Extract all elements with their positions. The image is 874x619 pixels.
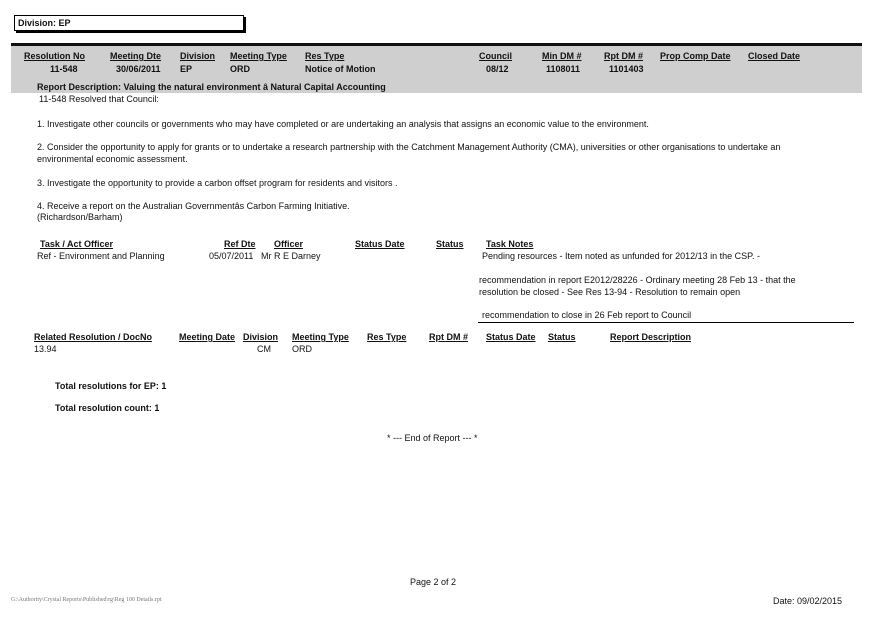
task-header-notes: Task Notes [486,239,534,249]
value-meeting-dte: 30/06/2011 [116,64,161,74]
label-council: Council [479,51,512,61]
label-rpt-dm: Rpt DM # [604,51,643,61]
division-header: Division: EP [18,18,71,28]
task-row-officer: Mr R E Darney [261,251,321,261]
label-division: Division [180,51,216,61]
task-note-2: recommendation in report E2012/28226 - Ordinary meeting 28 Feb 13 - that the [479,275,796,285]
task-row-ref-dte: 05/07/2011 [209,251,254,261]
related-header-status: Status [548,332,576,342]
related-header-res-type: Res Type [367,332,407,342]
task-row-task: Ref - Environment and Planning [37,251,165,261]
division-header-box [14,15,244,31]
label-meeting-type: Meeting Type [230,51,287,61]
related-row-related: 13.94 [34,344,57,354]
label-closed-date: Closed Date [748,51,801,61]
value-res-type: Notice of Motion [305,64,376,74]
related-header-meeting-type: Meeting Type [292,332,349,342]
page-number: Page 2 of 2 [410,577,457,587]
total-count: Total resolution count: 1 [55,403,160,413]
related-header-division: Division [243,332,279,342]
report-file-path: G:\Authority\Crystal Reports\Published\rg\Reg 100 Details.rpt [11,597,162,603]
resolution-intro: 11-548 Resolved that Council: [39,94,159,104]
label-res-type: Res Type [305,51,345,61]
resolution-item-4: 4. Receive a report on the Australian Governmentâs Carbon Farming Initiative. [37,201,350,211]
related-row-division: CM [257,344,271,354]
resolution-item-2: 2. Consider the opportunity to apply for grants or to undertake a research partnership with the Catchment Management Authority (CMA), universities or other organisations to undertake an environmental economic assessment. [37,142,781,164]
value-council: 08/12 [486,64,509,74]
task-header-ref-dte: Ref Dte [224,239,256,249]
task-note-4: recommendation to close in 26 Feb report to Council [482,310,692,320]
header-top-rule [11,43,862,46]
report-description: Report Description: Valuing the natural environment â Natural Capital Accounting [37,82,386,92]
resolution-item-1: 1. Investigate other councils or governments who may have completed or are undertaking an analysis that assigns an economic value to the environment. [37,119,649,129]
task-note-1: Pending resources - Item noted as unfunded for 2012/13 in the CSP. - [482,251,761,261]
label-resolution-no: Resolution No [24,51,85,61]
related-row-meeting-type: ORD [292,344,312,354]
task-notes-rule [478,322,854,323]
total-division: Total resolutions for EP: 1 [55,381,167,391]
label-prop-comp-date: Prop Comp Date [660,51,731,61]
task-header-status: Status [436,239,464,249]
related-header-report-description: Report Description [610,332,692,342]
resolution-item-3: 3. Investigate the opportunity to provide a carbon offset program for residents and visitors . [37,178,398,188]
value-division: EP [180,64,193,74]
task-header-task: Task / Act Officer [40,239,114,249]
related-header-rpt-dm: Rpt DM # [429,332,468,342]
value-min-dm: 1108011 [546,64,581,74]
end-of-report: * --- End of Report --- * [387,433,478,443]
value-meeting-type: ORD [230,64,250,74]
related-header-meeting-date: Meeting Date [179,332,236,342]
task-note-3: resolution be closed - See Res 13-94 - Resolution to remain open [479,287,741,297]
related-header-related: Related Resolution / DocNo [34,332,153,342]
task-header-officer: Officer [274,239,304,249]
value-rpt-dm: 1101403 [609,64,644,74]
related-header-status-date: Status Date [486,332,536,342]
label-meeting-dte: Meeting Dte [110,51,162,61]
label-min-dm: Min DM # [542,51,582,61]
resolution-movers: (Richardson/Barham) [37,212,123,222]
task-header-status-date: Status Date [355,239,405,249]
value-resolution-no: 11-548 [50,64,78,74]
report-date: Date: 09/02/2015 [773,596,843,606]
